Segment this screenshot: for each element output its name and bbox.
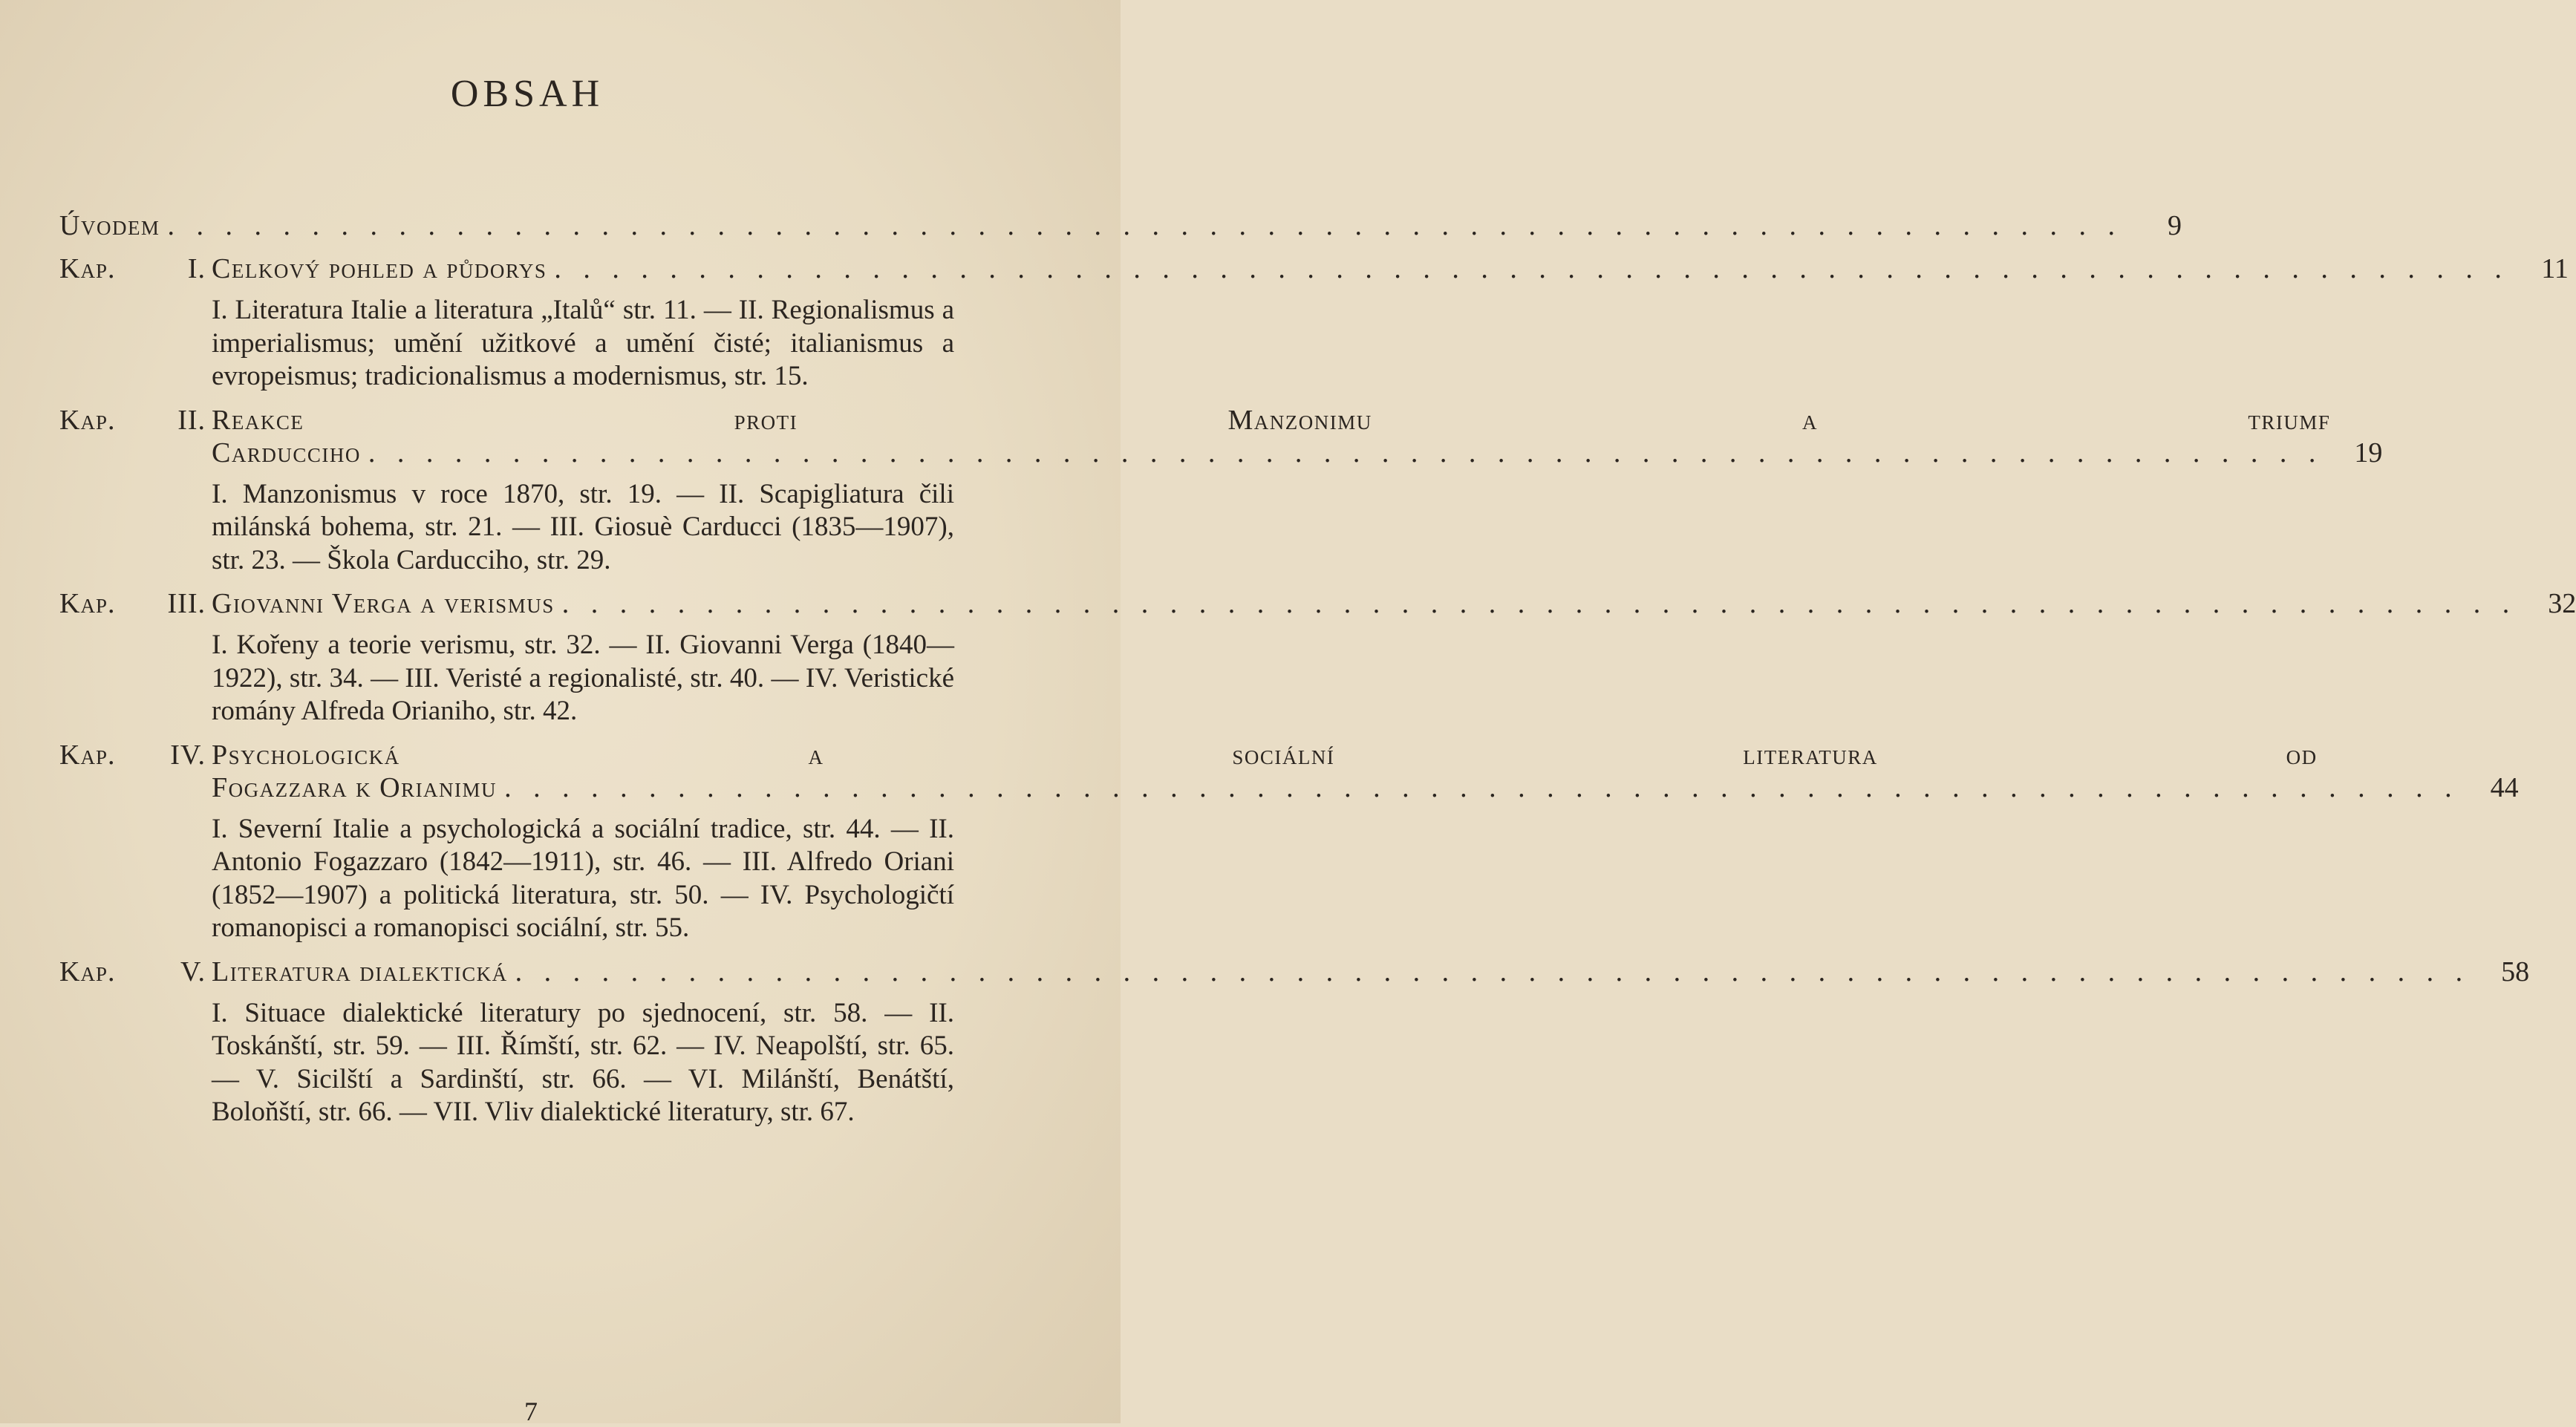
chapter-summary: I. Situace dialektické literatury po sjednocení, str. 58. — II. Toskánští, str. 59. — III. Římští, str. 62. — IV. Neapolští, str. 65. — V. Sicilští a Sardinští, str. 66. — VI. Milánští, Benátští, Boloňští, str. 66. — VII. Vliv dialektické literatury, str. 67. <box>212 997 954 1127</box>
page-title: OBSAH <box>450 72 604 115</box>
dot-leader <box>562 587 2517 620</box>
dot-leader <box>504 771 2459 804</box>
chapter-number: II. <box>177 404 206 436</box>
chapter-page-number: 32 <box>2548 588 2576 619</box>
chapter-number: III. <box>167 588 206 619</box>
chapter-title: Celkový pohled a půdorys <box>212 253 547 284</box>
chapter-label: Kap. <box>59 253 116 284</box>
toc-entry-chapter-3 <box>59 587 2576 728</box>
toc-entry-chapter-1 <box>59 252 2569 394</box>
intro-page-number: 9 <box>2167 210 2182 241</box>
dot-leader <box>368 437 2324 469</box>
chapter-label: Kap. <box>59 739 116 771</box>
dot-leader <box>515 956 2471 988</box>
chapter-number: I. <box>187 253 206 284</box>
chapter-label: Kap. <box>59 588 116 619</box>
chapter-page-number: 19 <box>2354 437 2383 468</box>
chapter-title: Fogazzara k Orianimu <box>212 771 498 803</box>
table-of-contents <box>59 209 2576 1140</box>
chapter-title: Carducciho <box>212 437 361 468</box>
chapter-page-number: 58 <box>2501 956 2530 987</box>
chapter-page-number: 11 <box>2541 253 2569 284</box>
dot-leader <box>167 209 2122 242</box>
toc-entry-intro <box>59 209 2182 252</box>
toc-entry-chapter-5 <box>59 956 2530 1129</box>
chapter-summary: I. Manzonismus v roce 1870, str. 19. — II. Scapigliatura čili milánská bohema, str. 21. — III. Giosuè Carducci (1835—1907), str. 23. — Škola Carducciho, str. 29. <box>212 478 954 575</box>
chapter-title-line: Reakce proti Manzonimu a triumf <box>212 404 2331 436</box>
dot-leader <box>554 252 2509 285</box>
chapter-summary: I. Kořeny a teorie verismu, str. 32. — II. Giovanni Verga (1840—1922), str. 34. — III. Veristé a regionalisté, str. 40. — IV. Veristické romány Alfreda Orianiho, str. 42. <box>212 630 954 726</box>
toc-entry-chapter-4 <box>59 739 2519 945</box>
chapter-summary: I. Literatura Italie a literatura „Italů“ str. 11. — II. Regionalismus a imperialismus; umění užitkové a umění čisté; italianismus a evropeismus; tradicionalismus a modernismus, str. 15. <box>212 295 954 391</box>
chapter-label: Kap. <box>59 956 116 987</box>
chapter-title: Giovanni Verga a verismus <box>212 588 555 619</box>
page-number: 7 <box>524 1397 538 1426</box>
chapter-number: V. <box>180 956 206 987</box>
toc-entry-chapter-2 <box>59 404 2383 578</box>
chapter-page-number: 44 <box>2490 771 2519 803</box>
chapter-title: Literatura dialektická <box>212 956 508 987</box>
chapter-title-line: Psychologická a sociální literatura od <box>212 739 2318 771</box>
intro-title: Úvodem <box>59 210 160 241</box>
chapter-label: Kap. <box>59 404 116 436</box>
chapter-number: IV. <box>170 739 206 771</box>
chapter-summary: I. Severní Italie a psychologická a sociální tradice, str. 44. — II. Antonio Fogazzaro (1842—1911), str. 46. — III. Alfredo Oriani (1852—1907) a politická literatura, str. 50. — IV. Psychologičtí romanopisci a romanopisci sociální, str. 55. <box>212 813 954 943</box>
